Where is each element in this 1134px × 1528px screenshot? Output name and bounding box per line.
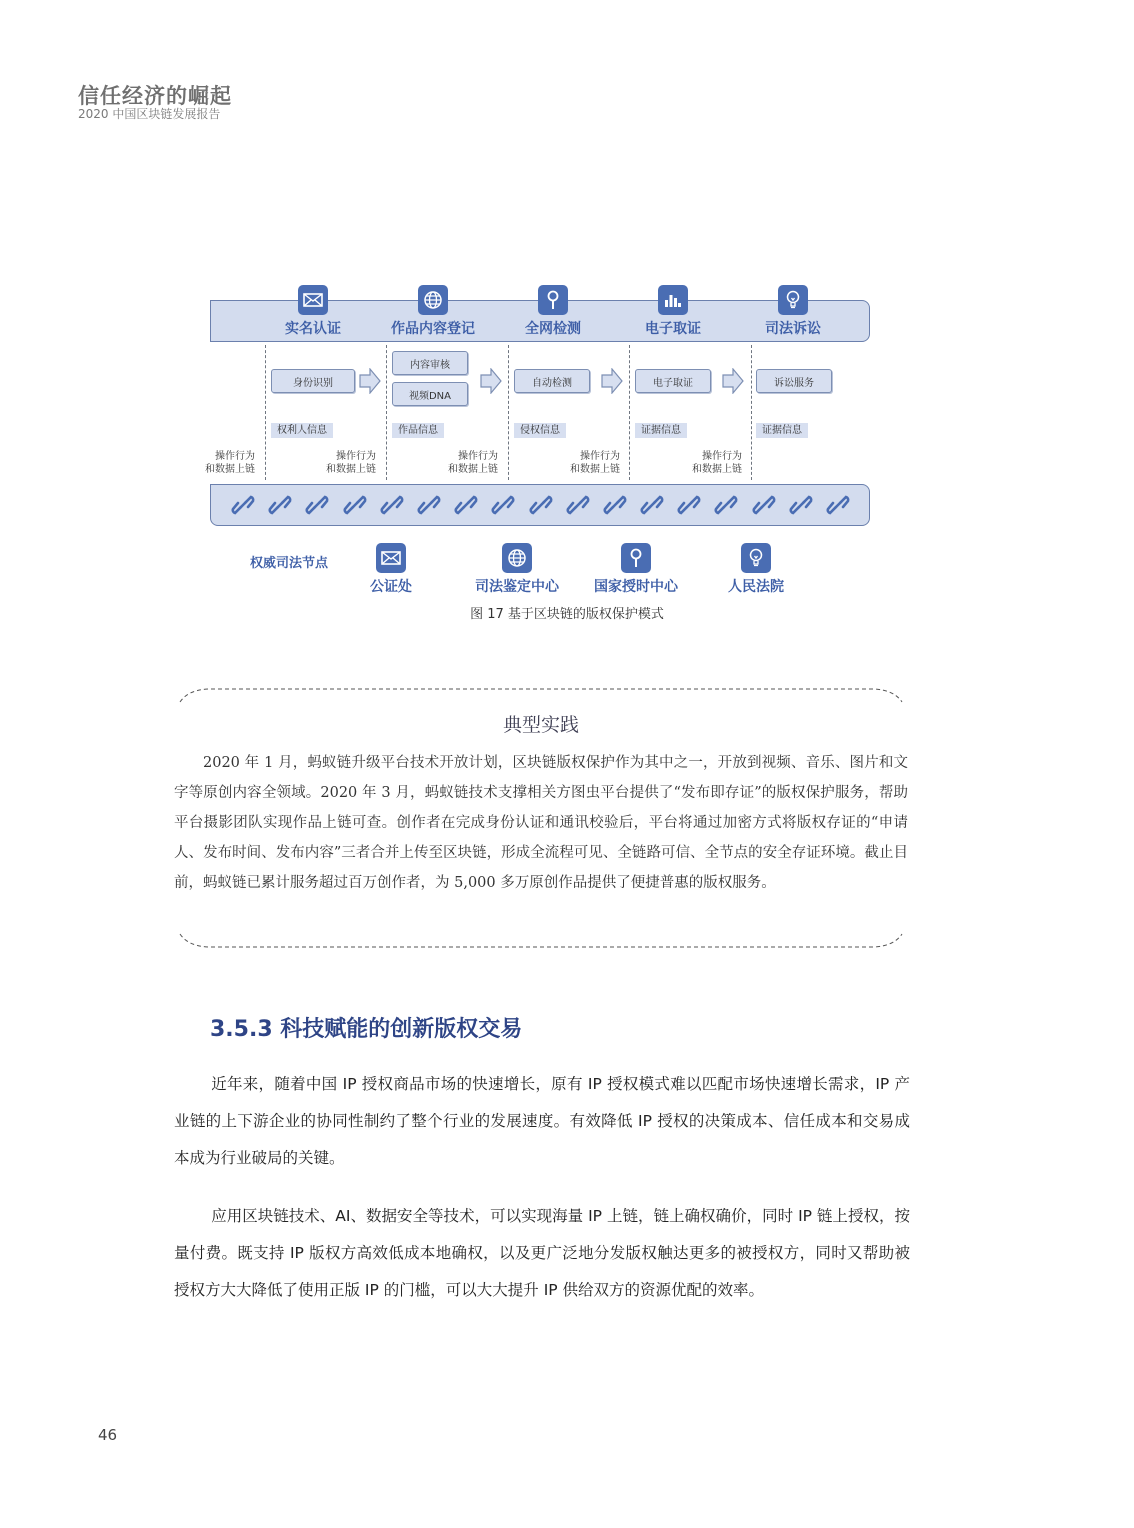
node-label: 公证处: [370, 579, 412, 595]
node-peoples-court: [696, 543, 816, 596]
globe-icon: [418, 285, 448, 315]
practice-body: 2020 年 1 月，蚂蚁链升级平台技术开放计划，区块链版权保护作为其中之一，开放到视频、音乐、图片和文字等原创内容全领域。2020 年 3 月，蚂蚁链技术支撑相关方图虫平台提供了“发布即存证”的版权保护服务，帮助平台摄影团队实现作品上链可查。创作者在完成身份认证和通讯校验后，平台将通过加密方式将版权存证的“申请人、发布时间、发布内容”三者合并上传至区块链，形成全流程可见、全链路可信、全节点的安全存证环境。截止目前，蚂蚁链已累计服务超过百万创作者，为 5,000 多万原创作品提供了便捷普惠的版权服务。: [174, 755, 908, 891]
chain-link-icon: [603, 493, 627, 517]
info-tag-evidence: 证据信息: [756, 423, 808, 438]
info-tag-rights-holder: 权利人信息: [271, 423, 333, 438]
chain-link-icon: [529, 493, 553, 517]
stage-label: 作品内容登记: [391, 321, 475, 337]
stage-content-registration: [373, 285, 493, 338]
stage-divider: [751, 345, 752, 480]
stage-divider: [629, 345, 630, 480]
stage-electronic-evidence: [613, 285, 733, 338]
globe-icon: [502, 543, 532, 573]
lightbulb-icon: [741, 543, 771, 573]
chain-link-icon: [417, 493, 441, 517]
operation-upload-label: 操作行为 和数据上链: [692, 451, 742, 475]
magnifier-icon: [538, 285, 568, 315]
info-tag-work: 作品信息: [392, 423, 444, 438]
info-tag-evidence: 证据信息: [635, 423, 687, 438]
node-label: 人民法院: [728, 579, 784, 595]
stage-label: 电子取证: [645, 321, 701, 337]
operation-upload-label: 操作行为 和数据上链: [205, 451, 255, 475]
stage-divider: [508, 345, 509, 480]
envelope-icon: [376, 543, 406, 573]
chain-link-icon: [789, 493, 813, 517]
operation-upload-label: 操作行为 和数据上链: [326, 451, 376, 475]
stage-divider: [386, 345, 387, 480]
flow-arrow-icon: [601, 368, 623, 394]
info-tag-infringement: 侵权信息: [514, 423, 566, 438]
chain-link-icon: [268, 493, 292, 517]
running-header-title: 信任经济的崛起: [78, 84, 232, 108]
operation-upload-label: 操作行为 和数据上链: [448, 451, 498, 475]
chain-link-icon: [491, 493, 515, 517]
chain-link-icon: [231, 493, 255, 517]
chain-link-icon: [640, 493, 664, 517]
bar-chart-icon: [658, 285, 688, 315]
node-label: 国家授时中心: [594, 579, 678, 595]
chain-link-icon: [305, 493, 329, 517]
body-paragraph: 应用区块链技术、AI、数据安全等技术，可以实现海量 IP 上链，链上确权确价，同时 IP 链上授权，按量付费。既支持 IP 版权方高效低成本地确权，以及更广泛地分发版权触达更多的被授权方，同时又帮助被授权方大大降低了使用正版 IP 的门槛，可以大大提升 IP 供给双方的资源优配的效率。: [174, 1207, 910, 1299]
chain-link-icon: [566, 493, 590, 517]
page-number: 46: [98, 1426, 118, 1444]
process-box-content-review: 内容审核: [392, 351, 468, 375]
flow-arrow-icon: [480, 368, 502, 394]
process-box-litigation: 诉讼服务: [756, 369, 832, 393]
copyright-protection-diagram: [205, 285, 875, 630]
node-time-service-center: [576, 543, 696, 596]
body-paragraph: 近年来，随着中国 IP 授权商品市场的快速增长，原有 IP 授权模式难以匹配市场快速增长需求，IP 产业链的上下游企业的协同性制约了整个行业的发展速度。有效降低 IP 授权的决策成本、信任成本和交易成本成为行业破局的关键。: [174, 1075, 910, 1167]
chain-link-icon: [454, 493, 478, 517]
lightbulb-icon: [778, 285, 808, 315]
stage-judicial-litigation: [733, 285, 853, 338]
chain-link-icon: [677, 493, 701, 517]
process-box-identity: 身份识别: [271, 369, 355, 393]
stage-label: 司法诉讼: [765, 321, 821, 337]
chain-link-icon: [752, 493, 776, 517]
running-header-subtitle: 2020 中国区块链发展报告: [78, 107, 221, 121]
stage-network-detection: [493, 285, 613, 338]
chain-link-icon: [826, 493, 850, 517]
practice-title: 典型实践: [502, 714, 579, 736]
process-box-video-dna: 视频DNA: [392, 382, 468, 406]
chain-link-icon: [380, 493, 404, 517]
chain-link-icon: [714, 493, 738, 517]
authority-nodes-label: 权威司法节点: [250, 556, 329, 571]
typical-practice-box: [174, 688, 908, 950]
operation-upload-label: 操作行为 和数据上链: [570, 451, 620, 475]
process-box-e-evidence: 电子取证: [635, 369, 711, 393]
blockchain-band: [210, 484, 870, 526]
node-label: 司法鉴定中心: [475, 579, 559, 595]
flow-arrow-icon: [359, 368, 381, 394]
flow-arrow-icon: [722, 368, 744, 394]
node-notary: [331, 543, 451, 596]
stage-divider: [265, 345, 266, 480]
stage-label: 实名认证: [285, 321, 341, 337]
node-forensic-center: [457, 543, 577, 596]
magnifier-icon: [621, 543, 651, 573]
chain-link-icon: [343, 493, 367, 517]
figure-caption: 图 17 基于区块链的版权保护模式: [470, 607, 664, 622]
process-box-auto-detect: 自动检测: [514, 369, 590, 393]
stage-real-name-auth: [253, 285, 373, 338]
section-heading: 3.5.3 科技赋能的创新版权交易: [210, 1017, 523, 1042]
envelope-icon: [298, 285, 328, 315]
stage-label: 全网检测: [525, 321, 581, 337]
